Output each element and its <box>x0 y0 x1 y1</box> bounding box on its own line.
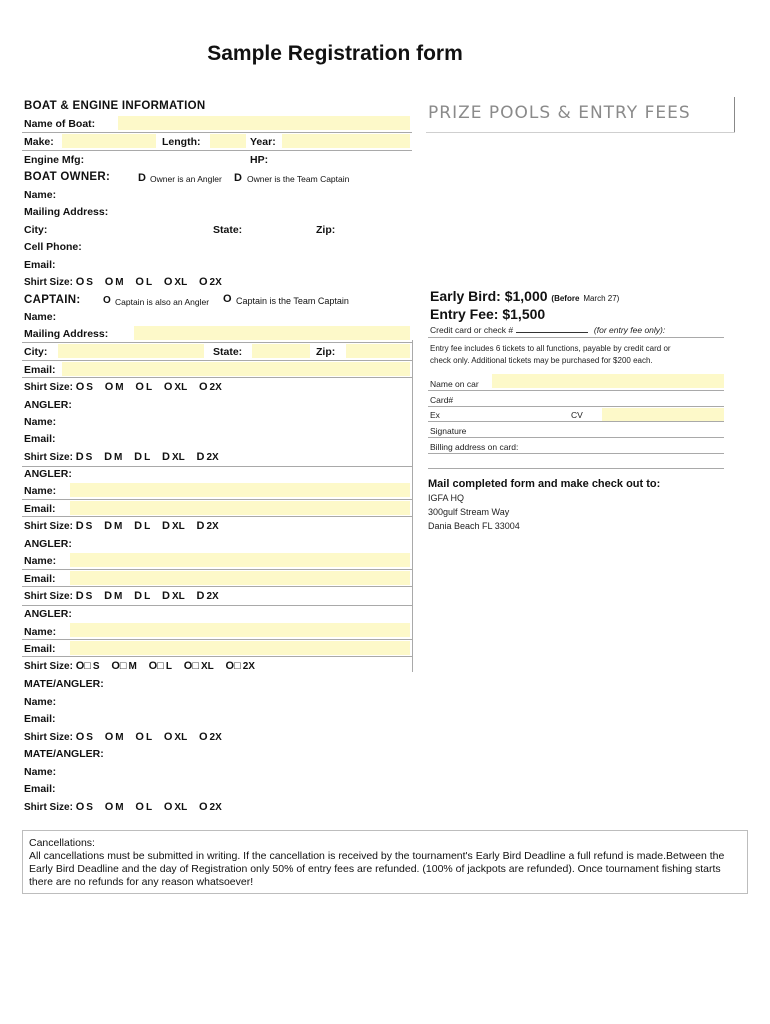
angler3-email-label: Email: <box>24 573 56 585</box>
captain-email-label: Email: <box>24 364 56 376</box>
size-option-icon[interactable]: O <box>198 731 208 743</box>
name-on-card-input[interactable] <box>492 374 724 388</box>
divider <box>22 150 412 151</box>
angler4-shirt-size: Shirt Size: O□ S O□ M O□ L O□ XL O□ 2X <box>24 660 255 672</box>
owner-name-label: Name: <box>24 189 57 201</box>
hp-label: HP: <box>250 154 269 166</box>
angler4-name-label: Name: <box>24 626 57 638</box>
mate1-name-label: Name: <box>24 696 57 708</box>
prize-box-edge <box>426 132 735 133</box>
size-option-icon[interactable]: D <box>196 451 205 463</box>
size-option-icon[interactable]: O□ <box>225 660 241 672</box>
size-option-icon[interactable]: O <box>198 276 208 288</box>
owner-zip-label: Zip: <box>316 224 336 236</box>
divider <box>22 132 412 133</box>
mail-address-line-3: Dania Beach FL 33004 <box>428 521 520 531</box>
mate2-name-label: Name: <box>24 766 57 778</box>
divider <box>22 499 412 500</box>
year-label: Year: <box>250 136 276 148</box>
size-option-icon[interactable]: O <box>75 801 85 813</box>
size-option-icon[interactable]: D <box>196 590 205 602</box>
angler3-email-input[interactable] <box>70 571 410 585</box>
captain-state-input[interactable] <box>252 344 310 358</box>
size-option-icon[interactable]: D <box>75 451 84 463</box>
angler3-shirt-size: Shirt Size: D S D M D L D XL D 2X <box>24 590 219 602</box>
size-option-icon[interactable]: D <box>162 520 170 532</box>
make-input[interactable] <box>62 134 156 148</box>
angler4-header: ANGLER: <box>24 608 72 620</box>
size-option-icon[interactable]: O <box>163 801 173 813</box>
divider <box>428 337 724 338</box>
cv-label: CV <box>571 410 583 420</box>
size-option-icon[interactable]: O <box>104 381 114 393</box>
size-option-icon[interactable]: O <box>75 731 85 743</box>
captain-mailing-label: Mailing Address: <box>24 328 109 340</box>
cancellation-policy <box>22 830 748 894</box>
size-option-icon[interactable]: D <box>162 451 170 463</box>
divider <box>22 605 412 606</box>
size-option-icon[interactable]: O <box>104 801 114 813</box>
owner-shirt-size: Shirt Size: O S O M O L O XL O 2X <box>24 276 222 288</box>
size-option-icon[interactable]: D <box>104 451 113 463</box>
captain-state-label: State: <box>213 346 243 358</box>
angler2-shirt-size: Shirt Size: D S D M D L D XL D 2X <box>24 520 219 532</box>
size-option-icon[interactable]: D <box>104 520 113 532</box>
includes-line-1: Entry fee includes 6 tickets to all functions, payable by credit card or <box>430 344 671 353</box>
divider <box>428 468 724 469</box>
divider <box>22 466 412 467</box>
owner-angler-checkbox[interactable]: D <box>138 172 146 184</box>
divider <box>428 437 724 438</box>
boat-section-header: BOAT & ENGINE INFORMATION <box>24 100 206 112</box>
early-bird-fee: Early Bird: $1,000 (Before March 27) <box>430 288 620 304</box>
mate1-shirt-size: Shirt Size: O S O M O L O XL O 2X <box>24 731 222 743</box>
size-option-icon[interactable]: D <box>75 520 84 532</box>
divider <box>22 569 412 570</box>
billing-address-label: Billing address on card: <box>430 442 519 452</box>
size-option-icon[interactable]: D <box>134 451 143 463</box>
divider <box>22 342 412 343</box>
mate2-header: MATE/ANGLER: <box>24 748 104 760</box>
divider <box>22 377 412 378</box>
cancellation-text: All cancellations must be submitted in writing. If the cancellation is received by the tournament's Early Bird Deadline a full refund is made.Between the Early Bird Deadline and the day of Registration only 50% of entry fees are refunded. (100% of jackpots are refunded). Once tournament fishing starts there are no refunds for any reason whatsoever! <box>29 850 725 888</box>
card-number-label: Card# <box>430 395 454 405</box>
captain-zip-label: Zip: <box>316 346 336 358</box>
owner-captain-option: Owner is the Team Captain <box>247 174 350 184</box>
size-option-icon[interactable]: D <box>104 590 113 602</box>
boat-name-input[interactable] <box>118 116 410 130</box>
angler3-name-label: Name: <box>24 555 57 567</box>
size-option-icon[interactable]: D <box>134 520 143 532</box>
angler2-name-label: Name: <box>24 485 57 497</box>
owner-angler-option: Owner is an Angler <box>150 174 222 184</box>
owner-mailing-label: Mailing Address: <box>24 206 109 218</box>
captain-team-radio[interactable]: O <box>223 293 232 305</box>
captain-angler-radio[interactable]: O <box>103 295 111 306</box>
owner-state-label: State: <box>213 224 243 236</box>
angler1-shirt-size: Shirt Size: D S D M D L D XL D 2X <box>24 451 219 463</box>
length-label: Length: <box>162 136 201 148</box>
divider <box>22 656 412 657</box>
angler4-name-input[interactable] <box>70 623 410 637</box>
mate2-shirt-size: Shirt Size: O S O M O L O XL O 2X <box>24 801 222 813</box>
size-option-icon[interactable]: O <box>198 381 208 393</box>
size-option-icon[interactable]: O <box>135 801 144 813</box>
captain-team-option: Captain is the Team Captain <box>236 296 349 306</box>
expiry-label: Ex <box>430 410 440 420</box>
entry-fee: Entry Fee: $1,500 <box>430 306 546 322</box>
name-on-card-label: Name on car <box>430 379 479 389</box>
owner-captain-checkbox[interactable]: D <box>234 172 242 184</box>
captain-zip-input[interactable] <box>346 344 410 358</box>
includes-line-2: check only. Additional tickets may be purchased for $200 each. <box>430 356 653 365</box>
size-option-icon[interactable]: O□ <box>75 660 91 672</box>
size-option-icon[interactable]: O <box>163 381 173 393</box>
size-option-icon[interactable]: O <box>135 276 144 288</box>
angler2-email-label: Email: <box>24 503 56 515</box>
signature-label: Signature <box>430 426 467 436</box>
owner-city-label: City: <box>24 224 48 236</box>
divider <box>428 406 724 407</box>
size-option-icon[interactable]: O <box>75 276 85 288</box>
angler4-email-input[interactable] <box>70 641 410 655</box>
size-option-icon[interactable]: D <box>75 590 84 602</box>
payment-line: Credit card or check # (for entry fee only): <box>430 325 666 335</box>
engine-label: Engine Mfg: <box>24 154 85 166</box>
divider <box>428 421 724 422</box>
angler2-email-input[interactable] <box>70 501 410 515</box>
size-option-icon[interactable]: D <box>134 590 143 602</box>
captain-city-label: City: <box>24 346 48 358</box>
cancellation-title: Cancellations: <box>29 837 95 849</box>
owner-section-header: BOAT OWNER: <box>24 171 111 183</box>
size-option-icon[interactable]: O <box>135 731 144 743</box>
captain-shirt-size: Shirt Size: O S O M O L O XL O 2X <box>24 381 222 393</box>
owner-cell-label: Cell Phone: <box>24 241 82 253</box>
angler2-header: ANGLER: <box>24 468 72 480</box>
angler1-name-label: Name: <box>24 416 57 428</box>
angler1-email-label: Email: <box>24 433 56 445</box>
cv-input[interactable] <box>602 408 724 422</box>
size-option-icon[interactable]: O <box>104 731 114 743</box>
boat-name-label: Name of Boat: <box>24 118 96 130</box>
mate2-email-label: Email: <box>24 783 56 795</box>
make-label: Make: <box>24 136 54 148</box>
size-option-icon[interactable]: O□ <box>183 660 199 672</box>
size-option-icon[interactable]: O <box>104 276 114 288</box>
size-option-icon[interactable]: O□ <box>148 660 164 672</box>
divider <box>428 453 724 454</box>
mate1-email-label: Email: <box>24 713 56 725</box>
size-option-icon[interactable]: D <box>196 520 205 532</box>
angler2-name-input[interactable] <box>70 483 410 497</box>
angler3-name-input[interactable] <box>70 553 410 567</box>
prize-header: PRIZE POOLS & ENTRY FEES <box>428 103 691 123</box>
column-divider <box>412 340 413 672</box>
angler1-header: ANGLER: <box>24 399 72 411</box>
angler3-header: ANGLER: <box>24 538 72 550</box>
page-title: Sample Registration form <box>207 42 463 65</box>
angler4-email-label: Email: <box>24 643 56 655</box>
size-option-icon[interactable]: O <box>163 731 173 743</box>
check-number-input[interactable] <box>516 324 588 333</box>
divider <box>22 360 412 361</box>
mail-address-line-2: 300gulf Stream Way <box>428 507 510 517</box>
prize-box-edge <box>734 97 735 133</box>
size-option-icon[interactable]: O <box>198 801 208 813</box>
mail-address-line-1: IGFA HQ <box>428 493 465 503</box>
size-option-icon[interactable]: D <box>162 590 170 602</box>
length-input[interactable] <box>210 134 246 148</box>
mail-header: Mail completed form and make check out to: <box>428 478 661 490</box>
mate1-header: MATE/ANGLER: <box>24 678 104 690</box>
size-option-icon[interactable]: O□ <box>111 660 127 672</box>
year-input[interactable] <box>282 134 410 148</box>
size-option-icon[interactable]: O <box>163 276 173 288</box>
captain-section-header: CAPTAIN: <box>24 294 81 306</box>
captain-name-label: Name: <box>24 311 57 323</box>
captain-mailing-input[interactable] <box>134 326 410 340</box>
size-option-icon[interactable]: O <box>135 381 144 393</box>
divider <box>22 639 412 640</box>
captain-email-input[interactable] <box>62 362 410 376</box>
captain-city-input[interactable] <box>58 344 204 358</box>
size-option-icon[interactable]: O <box>75 381 85 393</box>
divider <box>428 390 724 391</box>
divider <box>22 586 412 587</box>
captain-angler-option: Captain is also an Angler <box>115 297 210 307</box>
owner-email-label: Email: <box>24 259 56 271</box>
divider <box>22 516 412 517</box>
